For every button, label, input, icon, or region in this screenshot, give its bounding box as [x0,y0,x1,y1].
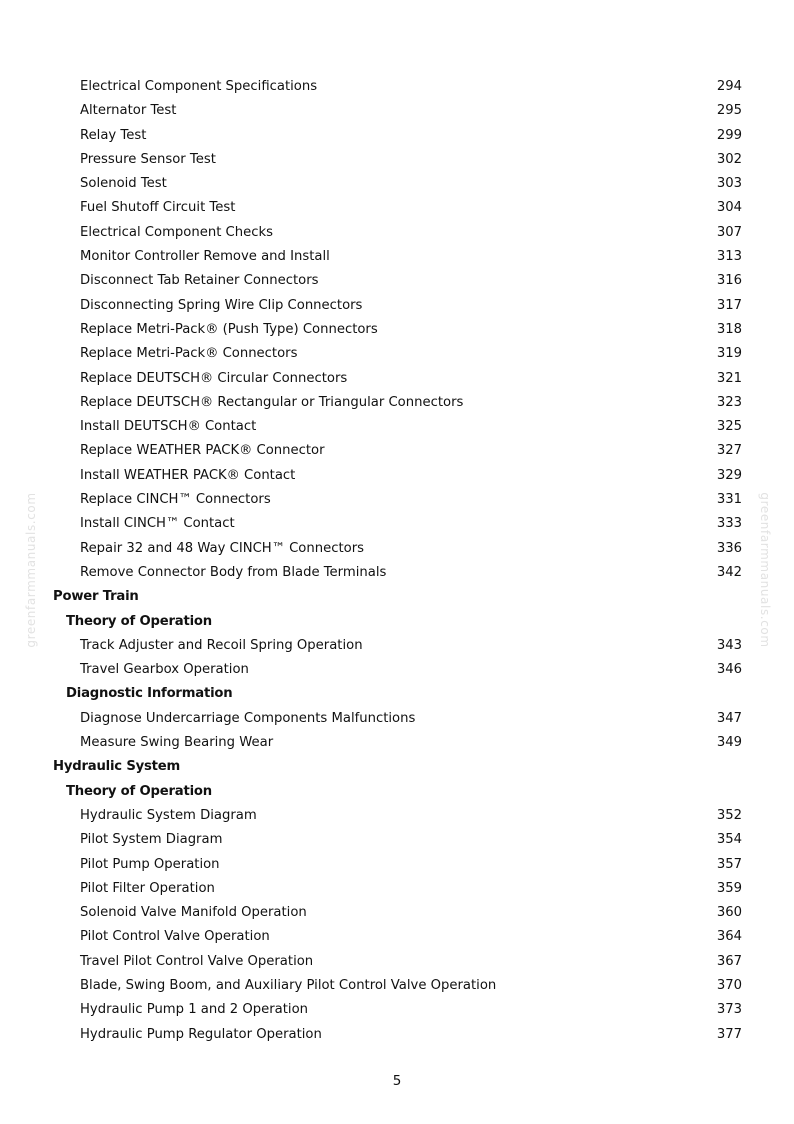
toc-entry-title: Alternator Test [80,103,177,119]
toc-entry[interactable] [0,828,794,852]
toc-entry-page-number: 299 [716,127,742,143]
toc-entry-title: Travel Gearbox Operation [80,662,249,678]
toc-entry-title: Measure Swing Bearing Wear [80,735,274,751]
toc-entry-page-number: 342 [716,564,742,580]
toc-entry[interactable] [0,707,794,731]
toc-entry-title: Diagnostic Information [66,686,233,702]
toc-entry[interactable] [0,1023,794,1047]
toc-entry-title: Hydraulic System [53,759,181,775]
toc-entry-title: Solenoid Test [80,176,167,192]
toc-entry-title: Replace Metri-Pack® Connectors [80,346,298,362]
toc-entry-page-number: 336 [716,540,742,556]
toc-entry-page-number: 357 [716,856,742,872]
toc-entry-title: Travel Pilot Control Valve Operation [80,953,314,969]
toc-entry-title: Install DEUTSCH® Contact [80,419,257,435]
toc-entry-page-number: 316 [716,273,742,289]
toc-entry-page-number: 349 [716,735,742,751]
toc-subsection-heading [0,682,794,706]
toc-entry[interactable] [0,464,794,488]
watermark-left: greenfarmmanuals.com [24,492,38,648]
toc-subsection-heading [0,610,794,634]
toc-entry[interactable] [0,99,794,123]
toc-entry[interactable] [0,148,794,172]
toc-entry-title: Power Train [53,589,139,605]
toc-entry[interactable] [0,877,794,901]
toc-entry[interactable] [0,901,794,925]
toc-entry[interactable] [0,731,794,755]
toc-entry-title: Replace DEUTSCH® Rectangular or Triangular Connectors [80,394,464,410]
toc-entry-title: Hydraulic Pump 1 and 2 Operation [80,1002,309,1018]
toc-entry-page-number: 352 [716,807,742,823]
toc-entry[interactable] [0,488,794,512]
toc-entry-title: Theory of Operation [66,613,212,629]
toc-entry-title: Pilot Control Valve Operation [80,929,270,945]
toc-entry-title: Blade, Swing Boom, and Auxiliary Pilot Control Valve Operation [80,977,497,993]
toc-entry-title: Disconnect Tab Retainer Connectors [80,273,319,289]
toc-entry-page-number: 367 [716,953,742,969]
toc-entry-title: Pilot Pump Operation [80,856,220,872]
toc-entry-title: Replace DEUTSCH® Circular Connectors [80,370,348,386]
toc-entry-page-number: 304 [716,200,742,216]
toc-entry[interactable] [0,124,794,148]
toc-entry[interactable] [0,318,794,342]
toc-entry[interactable] [0,172,794,196]
toc-entry[interactable] [0,974,794,998]
toc-entry-title: Electrical Component Specifications [80,79,318,94]
toc-entry-page-number: 347 [716,710,742,726]
toc-entry-title: Pilot System Diagram [80,832,223,848]
toc-entry-title: Install WEATHER PACK® Contact [80,467,296,483]
toc-entry-page-number: 302 [716,151,742,167]
toc-entry-page-number: 319 [716,346,742,362]
toc-entry[interactable] [0,294,794,318]
page-number: 5 [392,1073,402,1089]
toc-entry-title: Replace Metri-Pack® (Push Type) Connectors [80,321,378,337]
toc-entry[interactable] [0,998,794,1022]
toc-entry-title: Pilot Filter Operation [80,880,215,896]
toc-entry-title: Disconnecting Spring Wire Clip Connectors [80,297,363,313]
toc-entry[interactable] [0,853,794,877]
toc-entry[interactable] [0,925,794,949]
toc-entry-page-number: 294 [716,79,742,94]
toc-entry[interactable] [0,804,794,828]
toc-entry-title: Install CINCH™ Contact [80,516,235,532]
toc-section-heading [0,755,794,779]
watermark-right: greenfarmmanuals.com [758,492,772,648]
toc-entry-title: Remove Connector Body from Blade Terminals [80,564,387,580]
toc-entry-page-number: 327 [716,443,742,459]
toc-entry[interactable] [0,658,794,682]
toc-entry-page-number: 331 [716,492,742,508]
toc-entry[interactable] [0,367,794,391]
toc-entry-page-number: 317 [716,297,742,313]
toc-entry-page-number: 346 [716,662,742,678]
toc-entry-title: Track Adjuster and Recoil Spring Operation [80,637,363,653]
toc-entry-title: Monitor Controller Remove and Install [80,249,330,265]
toc-entry-page-number: 307 [716,224,742,240]
toc-entry-page-number: 333 [716,516,742,532]
toc-entry[interactable] [0,634,794,658]
toc-entry-page-number: 359 [716,880,742,896]
toc-entry-title: Relay Test [80,127,147,143]
toc-entry-page-number: 364 [716,929,742,945]
toc-entry-page-number: 370 [716,977,742,993]
toc-entry[interactable] [0,75,794,99]
toc-entry[interactable] [0,415,794,439]
toc-entry[interactable] [0,245,794,269]
toc-entry-title: Replace WEATHER PACK® Connector [80,443,325,459]
toc-entry-title: Hydraulic System Diagram [80,807,257,823]
toc-subsection-heading [0,780,794,804]
toc-entry-title: Diagnose Undercarriage Components Malfunctions [80,710,416,726]
toc-entry-page-number: 323 [716,394,742,410]
toc-entry-title: Solenoid Valve Manifold Operation [80,905,307,921]
toc-entry-page-number: 318 [716,321,742,337]
toc-entry[interactable] [0,537,794,561]
toc-section-heading [0,585,794,609]
toc-entry[interactable] [0,391,794,415]
toc-entry[interactable] [0,512,794,536]
toc-entry-title: Electrical Component Checks [80,224,273,240]
toc-entry-page-number: 373 [716,1002,742,1018]
toc-entry-page-number: 360 [716,905,742,921]
toc-entry[interactable] [0,221,794,245]
toc-entry-page-number: 329 [716,467,742,483]
toc-entry[interactable] [0,196,794,220]
toc-entry-title: Repair 32 and 48 Way CINCH™ Connectors [80,540,364,556]
toc-entry-page-number: 325 [716,419,742,435]
toc-entry-title: Fuel Shutoff Circuit Test [80,200,236,216]
toc-entry-page-number: 303 [716,176,742,192]
toc-entry-title: Pressure Sensor Test [80,151,216,167]
toc-entry-page-number: 377 [716,1026,742,1042]
toc-entry[interactable] [0,439,794,463]
toc-entry-page-number: 313 [716,249,742,265]
toc-entry-page-number: 295 [716,103,742,119]
table-of-contents [0,75,794,1047]
toc-entry-title: Hydraulic Pump Regulator Operation [80,1026,322,1042]
toc-entry-page-number: 321 [716,370,742,386]
toc-entry[interactable] [0,342,794,366]
toc-entry-title: Replace CINCH™ Connectors [80,492,271,508]
toc-entry[interactable] [0,561,794,585]
toc-entry[interactable] [0,950,794,974]
toc-entry[interactable] [0,269,794,293]
toc-entry-page-number: 343 [716,637,742,653]
toc-entry-page-number: 354 [716,832,742,848]
toc-entry-title: Theory of Operation [66,783,212,799]
